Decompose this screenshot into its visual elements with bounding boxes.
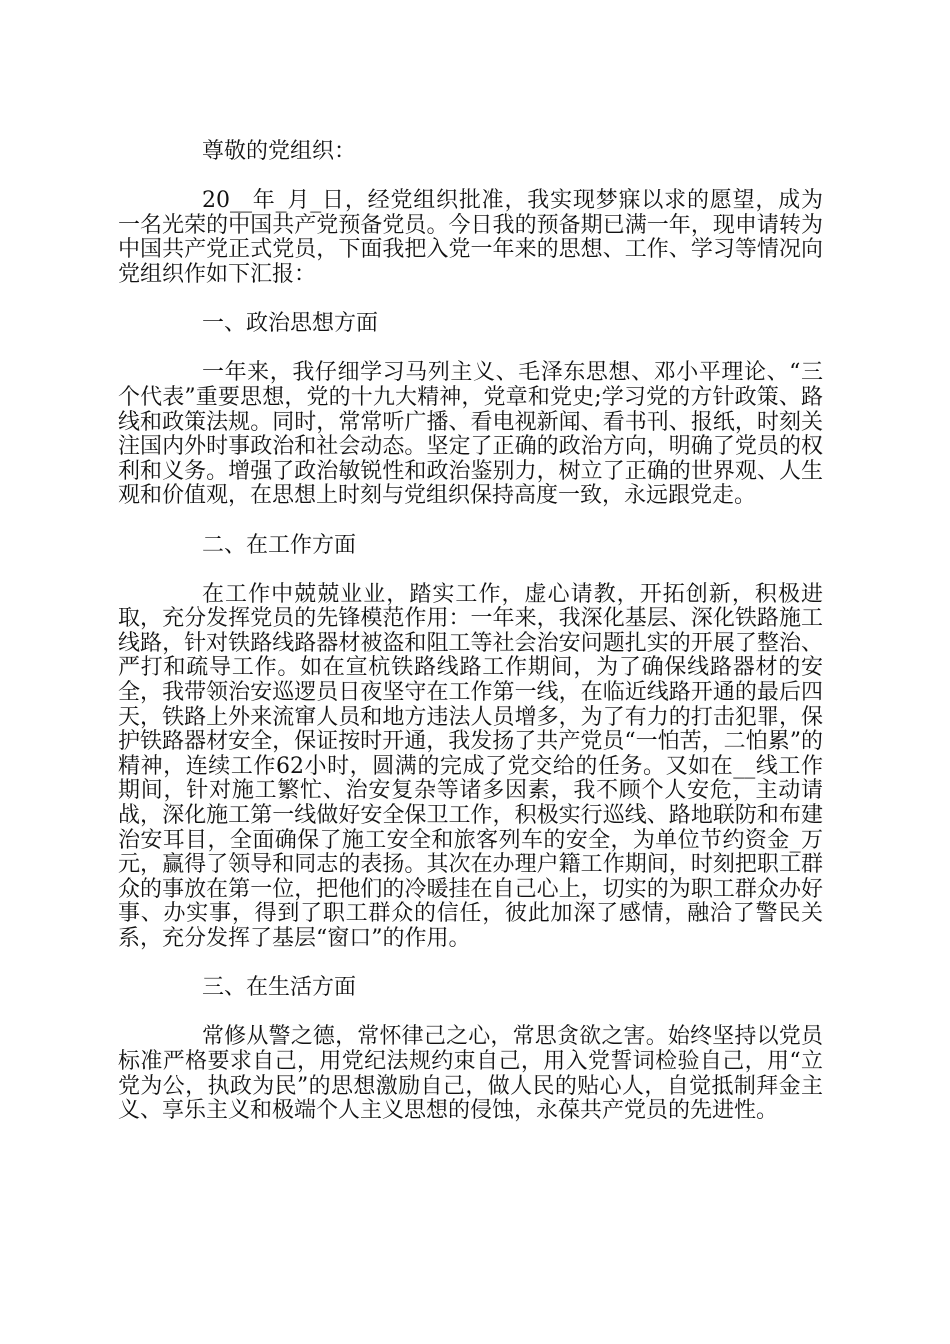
section-heading-work: 二、在工作方面 [202, 532, 357, 558]
section-body-work: 在工作中兢兢业业，踏实工作，虚心请教，开拓创新，积极进取，充分发挥党员的先锋模范作用：一年来，我深化基层、深化铁路施工线路，针对铁路线路器材被盗和阻工等社会治安问题扎实的开展了整治、严打和疏导工作。如在宣杭铁路线路工作期间，为了确保线路器材的安全，我带领治安巡逻员日夜坚守在工作第一线，在临近线路开通的最后四天，铁路上外来流窜人员和地方违法人员增多，为了有力的打击犯罪，保护铁路器材安全，保证按时开通，我发扬了共产党员“一怕苦，二怕累”的精神，连续工作62小时，圆满的完成了党交给的任务。又如在__线工作期间，针对施工繁忙、治安复杂等诸多因素，我不顾个人安危，主动请战，深化施工第一线做好安全保卫工作，积极实行巡线、路地联防和布建治安耳目，全面确保了施工安全和旅客列车的安全，为单位节约资金_万元，赢得了领导和同志的表扬。其次在办理户籍工作期间，时刻把职工群众的事放在第一位，把他们的冷暖挂在自己心上，切实的为职工群众办好事、办实事，得到了职工群众的信任，彼此加深了感情，融洽了警民关系，充分发挥了基层“窗口”的作用。 [118, 581, 823, 951]
section-body-political: 一年来，我仔细学习马列主义、毛泽东思想、邓小平理论、“三个代表”重要思想，党的十九大精神，党章和党史;学习党的方针政策、路线和政策法规。同时，常常听广播、看电视新闻、看书刊、报纸，时刻关注国内外时事政治和社会动态。坚定了正确的政治方向，明确了党员的权利和义务。增强了政治敏锐性和政治鉴别力，树立了正确的世界观、人生观和价值观，在思想上时刻与党组织保持高度一致，永远跟党走。 [118, 360, 823, 509]
document-page [118, 140, 823, 1124]
salutation: 尊敬的党组织： [202, 139, 357, 164]
intro-paragraph: 20__年_月_日，经党组织批准，我实现梦寐以求的愿望，成为一名光荣的中国共产党预备党员。今日我的预备期已满一年，现申请转为中国共产党正式党员，下面我把入党一年来的思想、工作、学习等情况向党组织作如下汇报： [118, 188, 823, 287]
section-body-life: 常修从警之德，常怀律己之心，常思贪欲之害。始终坚持以党员标准严格要求自己，用党纪法规约束自己，用入党誓词检验自己，用“立党为公，执政为民”的思想激励自己，做人民的贴心人，自觉抵制拜金主义、享乐主义和极端个人主义思想的侵蚀，永葆共产党员的先进性。 [118, 1024, 823, 1124]
section-heading-life: 三、在生活方面 [202, 975, 357, 1001]
section-heading-political: 一、政治思想方面 [202, 311, 379, 337]
